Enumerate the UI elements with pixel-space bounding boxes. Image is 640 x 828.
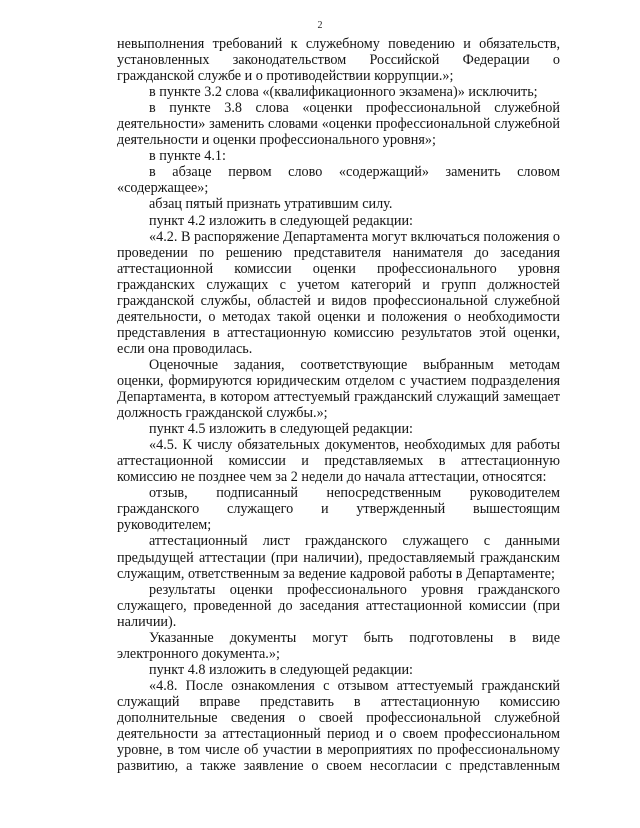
paragraph-p13: результаты оценки профессионального уровня гражданского служащего, проведенной до заседания аттестационной комиссии (при наличии).	[117, 581, 560, 630]
paragraph-p7: «4.2. В распоряжение Департамента могут включаться положения о проведении по решению представителя нанимателя до заседания аттестационной комиссии оценки профессионального уровня гражданских служащих с учетом категорий и групп должностей гражданской службы, областей и видов профессиональной служебной деятельности, о методах такой оценки и положения о необходимости представления в аттестационную комиссию результатов этой оценки, если она проводилась.	[117, 228, 560, 357]
paragraph-p8: Оценочные задания, соответствующие выбранным методам оценки, формируются юридическим отделом с участием подразделения Департамента, в котором аттестуемый гражданский служащий замещает должность гражданской службы.»;	[117, 356, 560, 422]
paragraph-p10: «4.5. К числу обязательных документов, необходимых для работы аттестационной комиссии и представляемых в аттестационную комиссию не позднее чем за 2 недели до начала аттестации, относятся:	[117, 437, 560, 486]
document-body	[117, 36, 560, 774]
paragraph-p2: в пункте 3.8 слова «оценки профессиональной служебной деятельности» заменить словами «оценки профессиональной служебной деятельности и оценки профессионального уровня»;	[117, 100, 560, 149]
paragraph-p12: аттестационный лист гражданского служащего с данными предыдущей аттестации (при наличии), предоставляемый гражданским служащим, ответственным за ведение кадровой работы в Департаменте;	[117, 533, 560, 582]
paragraph-p16: «4.8. После ознакомления с отзывом аттестуемый гражданский служащий вправе представить в аттестационную комиссию дополнительные сведения о своей профессиональной служебной деятельности за аттестационный период и о своем профессиональном уровне, в том числе об участии в мероприятиях по профессиональному развитию, а также заявление о своем несогласии с представленным	[117, 677, 560, 775]
paragraph-p4: в абзаце первом слово «содержащий» заменить словом «содержащее»;	[117, 164, 560, 197]
paragraph-p5: абзац пятый признать утратившим силу.	[149, 196, 393, 213]
paragraph-p1: в пункте 3.2 слова «(квалификационного экзамена)» исключить;	[149, 84, 538, 101]
paragraph-p14: Указанные документы могут быть подготовлены в виде электронного документа.»;	[117, 629, 560, 662]
page-number: 2	[317, 20, 323, 31]
paragraph-p3: в пункте 4.1:	[149, 148, 226, 165]
paragraph-p9: пункт 4.5 изложить в следующей редакции:	[149, 421, 413, 438]
paragraph-p0: невыполнения требований к служебному поведению и обязательств, установленных законодательством Российской Федерации о гражданской службе и о противодействии коррупции.»;	[117, 36, 560, 85]
paragraph-p6: пункт 4.2 изложить в следующей редакции:	[149, 212, 413, 229]
paragraph-p15: пункт 4.8 изложить в следующей редакции:	[149, 661, 413, 678]
paragraph-p11: отзыв, подписанный непосредственным руководителем гражданского служащего и утвержденный вышестоящим руководителем;	[117, 485, 560, 534]
